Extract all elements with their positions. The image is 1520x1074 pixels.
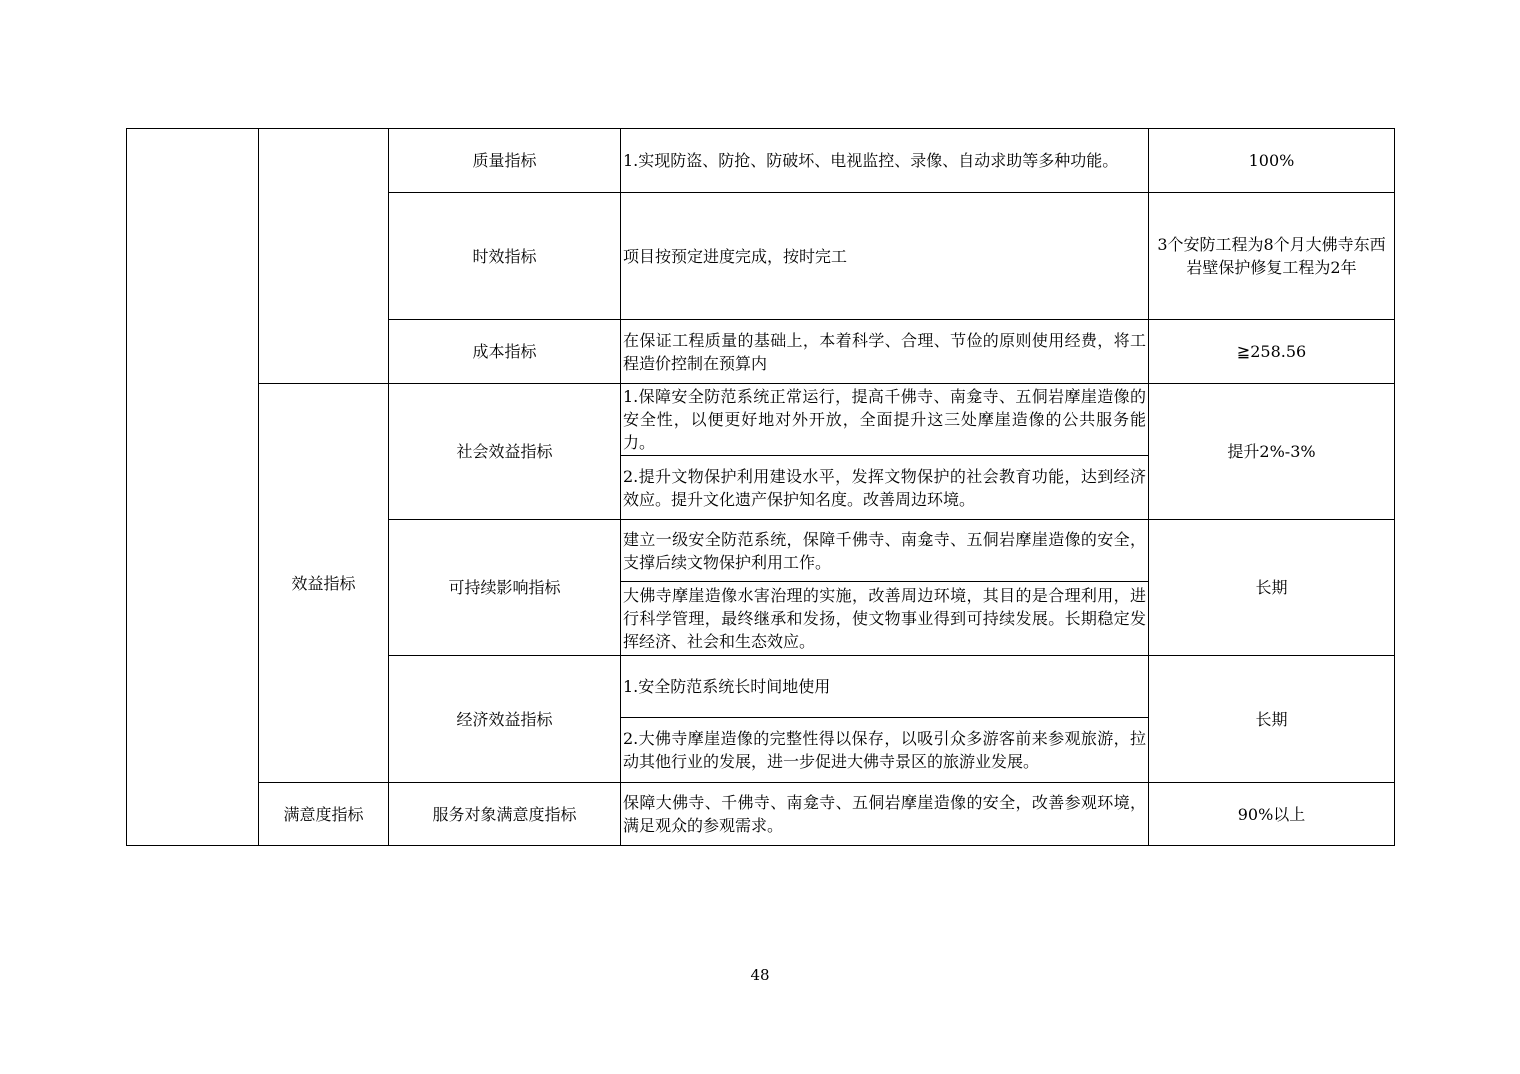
table-row <box>127 129 1395 193</box>
satisfaction-indicator-cell: 服务对象满意度指标 <box>389 783 621 846</box>
economic-description-2-cell: 2.大佛寺摩崖造像的完整性得以保存，以吸引众多游客前来参观旅游，拉动其他行业的发展，进一步促进大佛寺景区的旅游业发展。 <box>621 718 1149 783</box>
economic-indicator-cell: 经济效益指标 <box>389 656 621 783</box>
sustainable-indicator-cell: 可持续影响指标 <box>389 520 621 656</box>
empty-level1-cell <box>127 129 259 846</box>
cost-indicator-cell: 成本指标 <box>389 320 621 384</box>
timeliness-value-cell: 3个安防工程为8个月大佛寺东西岩壁保护修复工程为2年 <box>1149 193 1395 320</box>
satisfaction-category-cell: 满意度指标 <box>259 783 389 846</box>
page-number: 48 <box>750 966 770 984</box>
quality-value-cell: 100% <box>1149 129 1395 193</box>
social-description-2-cell: 2.提升文物保护利用建设水平，发挥文物保护的社会教育功能，达到经济效应。提升文化遗产保护知名度。改善周边环境。 <box>621 456 1149 520</box>
economic-value-cell: 长期 <box>1149 656 1395 783</box>
table-row <box>127 783 1395 846</box>
satisfaction-description-cell: 保障大佛寺、千佛寺、南龛寺、五侗岩摩崖造像的安全，改善参观环境，满足观众的参观需求。 <box>621 783 1149 846</box>
social-indicator-cell: 社会效益指标 <box>389 384 621 520</box>
benefit-category-cell: 效益指标 <box>259 384 389 783</box>
performance-indicator-table <box>126 128 1395 846</box>
social-value-cell: 提升2%-3% <box>1149 384 1395 520</box>
quality-description-cell: 1.实现防盗、防抢、防破坏、电视监控、录像、自动求助等多种功能。 <box>621 129 1149 193</box>
sustainable-description-2-cell: 大佛寺摩崖造像水害治理的实施，改善周边环境，其目的是合理利用，进行科学管理，最终继承和发扬，使文物事业得到可持续发展。长期稳定发挥经济、社会和生态效应。 <box>621 582 1149 656</box>
cost-value-cell: ≧258.56 <box>1149 320 1395 384</box>
economic-description-1-cell: 1.安全防范系统长时间地使用 <box>621 656 1149 718</box>
cost-description-cell: 在保证工程质量的基础上，本着科学、合理、节俭的原则使用经费，将工程造价控制在预算内 <box>621 320 1149 384</box>
timeliness-description-cell: 项目按预定进度完成，按时完工 <box>621 193 1149 320</box>
satisfaction-value-cell: 90%以上 <box>1149 783 1395 846</box>
quality-indicator-cell: 质量指标 <box>389 129 621 193</box>
timeliness-indicator-cell: 时效指标 <box>389 193 621 320</box>
table-row <box>127 384 1395 456</box>
sustainable-description-1-cell: 建立一级安全防范系统，保障千佛寺、南龛寺、五侗岩摩崖造像的安全，支撑后续文物保护利用工作。 <box>621 520 1149 582</box>
empty-level2-cell <box>259 129 389 384</box>
sustainable-value-cell: 长期 <box>1149 520 1395 656</box>
social-description-1-cell: 1.保障安全防范系统正常运行，提高千佛寺、南龛寺、五侗岩摩崖造像的安全性，以便更好地对外开放，全面提升这三处摩崖造像的公共服务能力。 <box>621 384 1149 456</box>
